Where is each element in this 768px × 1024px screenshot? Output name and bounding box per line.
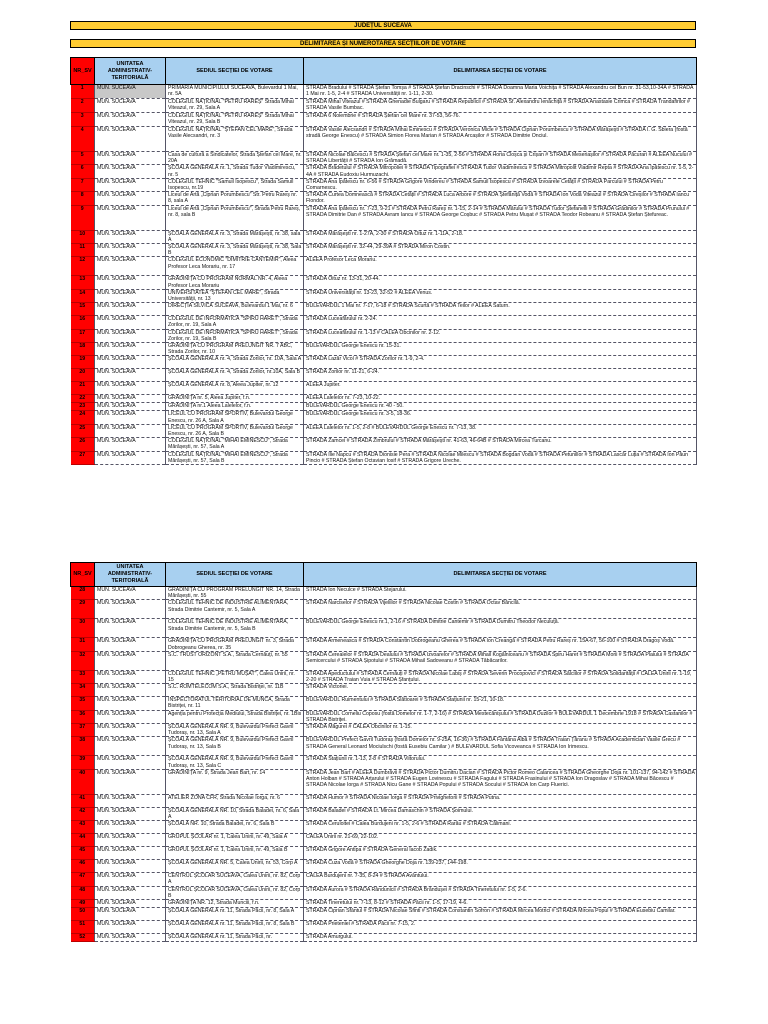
sediu-cell: COLEGIUL NAȚIONAL "ȘTEFAN CEL MARE", Strada Vasile Alecsandri, nr. 3	[166, 127, 304, 152]
section-number: 31	[71, 638, 95, 651]
delimitare-cell: STRADA Stațiunii nr. 1-13, 2-8 # STRADA Viitorului.	[304, 756, 697, 769]
delimitare-cell: ALEEA Jupiter.	[304, 382, 697, 395]
header-sediu: SEDIUL SECȚIEI DE VOTARE	[166, 563, 304, 587]
sediu-cell: CENTRUL ȘCOLAR SUCEAVA, Calea Unirii, nr. 82, Corp B	[166, 886, 304, 899]
delimitare-cell: STRADA Amurgului.	[304, 934, 697, 942]
table-row	[71, 710, 697, 723]
delimitare-cell: STRADA Universității nr. 13-23, 32-52 # ALEEA Venus.	[304, 289, 697, 302]
uat-cell: MUN. SUCEAVA	[95, 908, 166, 921]
uat-cell: MUN. SUCEAVA	[95, 244, 166, 257]
table-row	[71, 451, 697, 464]
header-delimitare: DELIMITAREA SECȚIEI DE VOTARE	[304, 58, 697, 85]
delimitare-cell: BULEVARDUL George Enescu nr. 40 - 50.	[304, 403, 697, 411]
header-delimitare: DELIMITAREA SECȚIEI DE VOTARE	[304, 563, 697, 587]
table-row	[71, 152, 697, 165]
table-row	[71, 316, 697, 329]
sediu-cell: COLEGIUL TEHNIC "Samuil Isopescu", Strada Samuil Isopescu, nr.19	[166, 178, 304, 191]
table-row	[71, 395, 697, 403]
section-number: 12	[71, 257, 95, 276]
uat-cell: MUN. SUCEAVA	[95, 303, 166, 316]
section-number: 2	[71, 99, 95, 113]
uat-cell: MUN. SUCEAVA	[95, 424, 166, 437]
uat-cell: MUN. SUCEAVA	[95, 403, 166, 411]
table-row	[71, 289, 697, 302]
section-number: 37	[71, 724, 95, 737]
delimitare-cell: STRADA Măgurei # CALEA Obcinilor nr. 1-15.	[304, 724, 697, 737]
section-number: 18	[71, 343, 95, 356]
sediu-cell: GRĂDINIȚA CU PROGRAM PRELUNGIT nr. 3, Strada Dobrogeanu Gherea, nr. 35	[166, 638, 304, 651]
sediu-cell: COLEGIUL DE INFORMATICĂ "SPIRU HARET", Strada Zorilor, nr. 19, Sala A	[166, 316, 304, 329]
section-number: 35	[71, 697, 95, 710]
sediu-cell: COLEGIUL TEHNIC DE INDUSTRIE ALIMENTARĂ, Strada Dimitrie Cantemir, nr. 5, Sala B	[166, 619, 304, 638]
sediu-cell: ȘCOALA GENERALĂ NR. 10, Strada Baladei, nr. 6, Sala A	[166, 807, 304, 820]
page-2-table-wrap	[70, 562, 696, 942]
section-number: 14	[71, 289, 95, 302]
section-number: 17	[71, 329, 95, 342]
sediu-cell: GRĂDINIȚA NR. 12, Strada Munciii, f.n.	[166, 900, 304, 908]
table-row	[71, 369, 697, 382]
section-number: 40	[71, 769, 95, 794]
table-row	[71, 684, 697, 697]
sediu-cell: ȘCOALA GENERALĂ nr. 11, Strada Păcii, nr.	[166, 934, 304, 942]
sediu-cell: GRUPUL ȘCOLAR nr. 1, Calea Unirii, nr. 49, Sala A	[166, 834, 304, 847]
sediu-cell: ȘCOALA GENERALĂ nr. 8, Aleea Jupiter, nr. 12	[166, 382, 304, 395]
sediu-cell: COLEGIUL TEHNIC „PETRU MUȘAT", Calea Unirii, nr. 15	[166, 670, 304, 683]
uat-cell: MUN. SUCEAVA	[95, 756, 166, 769]
delimitare-cell: STRADA 6 Noiembrie # STRADA Ștefan cel Mare nr. 37-53, 56-76.	[304, 113, 697, 127]
uat-cell: MUN. SUCEAVA	[95, 451, 166, 464]
table-row	[71, 382, 697, 395]
uat-cell: MUN. SUCEAVA	[95, 834, 166, 847]
uat-cell: MUN. SUCEAVA	[95, 257, 166, 276]
table-row	[71, 821, 697, 834]
sediu-cell: COLEGIUL TEHNIC DE INDUSTRIE ALIMENTARĂ, Strada Dimitrie Cantemir, nr. 5, Sala A	[166, 600, 304, 619]
delimitare-cell: STRADA Jean Bart # ALEEA Dumbrăvii # STRADA Pictor Dumitru Dacian # STRADA Pictor Romeo Calancea # STRADA Gheorghe Doja nr. 101-137, 94-142 # STRADA Anton Holban # STRADA Arțarului # STRADA Eugen Lovinescu # STRADA Fagului # STRADA Frasinului # STRADA Ion Dragoslav # STRADA Mihai Băcescu # STRADA Nicolae Iorga # STRADA Nicu Gane # STRADA Popului # STRADA Socului # STRADA Ion Carp Fluerici.	[304, 769, 697, 794]
delimitare-cell: STRADA Ilie Napcu # STRADA Dionisie Pera # STRADA Nicolae Milescu # STRADA Bogdan Vodă # STRADA Petunillor # STRADA Lascăr Luția # STRADA Ion Păun Pincio # STRADA Ștefan Octavian Iosif # STRADA Grigore Ureche.	[304, 451, 697, 464]
delimitare-cell: ALEEA Lalelelor nr. 1-5, 2-8 # BULEVARDUL George Enescu nr. 7-13, 38.	[304, 424, 697, 437]
table-row	[71, 424, 697, 437]
delimitare-cell: STRADA Armeneasca # STRADA Constantin Dobrogeanu Gherea # STRADA Ion Creangă # STRADA Petru Rareș nr. 15A-67, 56-100 # STRADA Dragoș Vodă.	[304, 638, 697, 651]
table-row	[71, 205, 697, 230]
uat-cell: MUN. SUCEAVA	[95, 99, 166, 113]
uat-cell: MUN. SUCEAVA	[95, 316, 166, 329]
table-row	[71, 600, 697, 619]
table-row	[71, 873, 697, 886]
delimitare-cell: STRADA Prieteniei # STRADA Păcii nr. 7-15, 2.	[304, 921, 697, 934]
uat-cell: MUN. SUCEAVA	[95, 289, 166, 302]
section-number: 34	[71, 684, 95, 697]
section-number: 47	[71, 873, 95, 886]
table-row	[71, 638, 697, 651]
uat-cell: MUN. SUCEAVA	[95, 343, 166, 356]
sediu-cell: ȘCOALA GENERALĂ nr. 4, Strada Zorilor, nr. 10A, Sala A	[166, 356, 304, 369]
sediu-cell: COLEGIUL ECONOMIC "DIMITRIE CANTEMIR", Aleea Profesor Leca Morariu, nr. 17	[166, 257, 304, 276]
table-row	[71, 737, 697, 756]
uat-cell: MUN. SUCEAVA	[95, 438, 166, 451]
table-row	[71, 276, 697, 289]
table-row	[71, 329, 697, 342]
uat-cell: MUN. SUCEAVA	[95, 724, 166, 737]
uat-cell: MUN. SUCEAVA	[95, 230, 166, 243]
delimitare-cell: STRADA Cerealelor # STRADA Dealului # STRADA Izvoarelor # STRADA Mihail Kogălniceanu # STRADA Spiru Haret # STRADA Morii # STRADA Plaiului # STRADA Semicercului # STRADA Șipotului # STRADA Mihail Sadoveanu # STRADA Tăbăcarilor.	[304, 651, 697, 670]
table-row	[71, 834, 697, 847]
section-number: 1	[71, 85, 95, 99]
table-row	[71, 934, 697, 942]
section-number: 6	[71, 165, 95, 178]
table-row	[71, 127, 697, 152]
table-row	[71, 411, 697, 424]
table-row	[71, 356, 697, 369]
section-number: 20	[71, 369, 95, 382]
sediu-cell: LICEUL CU PROGRAM SPORTIV, Bulevardul George Enescu, nr. 26 A, Sala B	[166, 424, 304, 437]
header-uat: UNITATEA ADMINISTRATIV-TERITORIALĂ	[95, 58, 166, 85]
table-row	[71, 886, 697, 899]
delimitare-cell: STRADA Narciselor # STRADA Vijeliilor # STRADA Nicolae Costin # STRADA Octav Băncilă.	[304, 600, 697, 619]
delimitare-cell: BULEVARDUL Ruimentului # STRADA Slătioarei # STRADA Stațiunii nr. 15-21, 10-18.	[304, 697, 697, 710]
section-number: 22	[71, 395, 95, 403]
sediu-cell: COLEGIUL NAȚIONAL "MIHAI EMINESCU", Strada Mărășești, nr. 57, Sala B	[166, 451, 304, 464]
sediu-cell: COLEGIUL DE INFORMATICĂ "SPIRU HARET", Strada Zorilor, nr. 19, Sala B	[166, 329, 304, 342]
uat-cell: MUN. SUCEAVA	[95, 85, 166, 99]
sediu-cell: GRĂDINIȚA CU PROGRAM NORMAL NR. 4, Aleea Profesor Leca Morariu	[166, 276, 304, 289]
sediu-cell: COLEGIUL NAȚIONAL "MIHAI EMINESCU", Strada Mărășești, nr. 57, Sala A	[166, 438, 304, 451]
delimitare-cell: STRADA Grigore Antipa # STRADA General Iacob Zadik.	[304, 847, 697, 860]
page-1-rows	[71, 85, 697, 465]
uat-cell: MUN. SUCEAVA	[95, 127, 166, 152]
uat-cell: MUN. SUCEAVA	[95, 670, 166, 683]
sediu-cell: GRĂDINIȚA nr. 9, Strada Jean Bart, nr. 14	[166, 769, 304, 794]
section-number: 32	[71, 651, 95, 670]
uat-cell: MUN. SUCEAVA	[95, 651, 166, 670]
section-number: 36	[71, 710, 95, 723]
table-row	[71, 85, 697, 99]
section-number: 44	[71, 834, 95, 847]
table-row	[71, 303, 697, 316]
uat-cell: MUN. SUCEAVA	[95, 276, 166, 289]
sediu-cell: ȘCOALA GENERALĂ nr. 11, Strada Păcii, nr. 8, Sala B	[166, 921, 304, 934]
uat-cell: MUN. SUCEAVA	[95, 684, 166, 697]
delimitare-cell: CALEA Burdujeni nr. 7-35, 8-24 # STRADA Avântului.	[304, 873, 697, 886]
county-title: JUDEȚUL SUCEAVA	[70, 21, 696, 30]
section-number: 43	[71, 821, 95, 834]
section-number: 8	[71, 192, 95, 205]
uat-cell: MUN. SUCEAVA	[95, 873, 166, 886]
uat-cell: MUN. SUCEAVA	[95, 619, 166, 638]
delimitare-cell: STRADA Ion Neculce # STRADA Stejarului.	[304, 587, 697, 600]
uat-cell: MUN. SUCEAVA	[95, 769, 166, 794]
uat-cell: MUN. SUCEAVA	[95, 165, 166, 178]
section-number: 15	[71, 303, 95, 316]
uat-cell: MUN. SUCEAVA	[95, 382, 166, 395]
header-uat: UNITATEA ADMINISTRATIV-TERITORIALĂ	[95, 563, 166, 587]
table-row	[71, 847, 697, 860]
sediu-cell: S.C. TRUST ORIZONT S.A., Strada Cernăuți, nr. 55	[166, 651, 304, 670]
delimitare-cell: STRADA Apeductului # STRADA Cernăuți # STRADA Nicolae Labiș # STRADA Severin Procopovici # STRADA Sălciilor # STRADA Solidarității # CALEA Unirii nr. 1-19, 2-20 # STRADA Traian Vuia # STRADA Șfanțului.	[304, 670, 697, 683]
section-number: 11	[71, 244, 95, 257]
delimitare-cell: ALEEA Lalelelor nr. 7-23, 10-22.	[304, 395, 697, 403]
delimitare-cell: STRADA Aurora # STRADA Rândunicii # STRADA Brândușei # STRADA Tineretului nr. 1-5, 2-6.	[304, 886, 697, 899]
delimitare-cell: STRADA Vasile Alecsandri # STRADA Mihai Eminescu # STRADA Veronica Micle # STRADA Ciprian Porumbescu # STRADA Mărășești # STRADA I. G. Sbiera (fostă stradă George Enescu) # STRADA Simion Florea Marian # STRADA Arcașilor # STRADA Dimitrie Onciul.	[304, 127, 697, 152]
delimitare-cell: STRADA Luceafărului nr. 1-13 # CALEA Obcinilor nr. 2-12.	[304, 329, 697, 342]
uat-cell: MUN. SUCEAVA	[95, 178, 166, 191]
sediu-cell: ȘCOALA GENERALĂ NR. 9, Bulevardul Prefect Gavril Tudoraș, nr. 13, Sala C	[166, 756, 304, 769]
uat-cell: MUN. SUCEAVA	[95, 152, 166, 165]
table-row	[71, 794, 697, 807]
section-number: 50	[71, 908, 95, 921]
uat-cell: MUN. SUCEAVA	[95, 356, 166, 369]
delimitare-cell: STRADA Ceruloitei # Calea Burdujeni nr. 1-5, 2-6 # STRADA Rarău # STRADA Călimani.	[304, 821, 697, 834]
section-number: 28	[71, 587, 95, 600]
sediu-cell: ATELIER ZONA CFR, Strada Nicolae Iorga, nr. 6	[166, 794, 304, 807]
uat-cell: MUN. SUCEAVA	[95, 600, 166, 619]
table-row	[71, 769, 697, 794]
table-row	[71, 724, 697, 737]
section-number: 52	[71, 934, 95, 942]
uat-cell: MUN. SUCEAVA	[95, 821, 166, 834]
table-row	[71, 178, 697, 191]
sediu-cell: Casa de cultură a Sindicatelor, Strada Ștefan cel Mare, nr. 20A	[166, 152, 304, 165]
uat-cell: MUN. SUCEAVA	[95, 638, 166, 651]
uat-cell: MUN. SUCEAVA	[95, 737, 166, 756]
section-number: 13	[71, 276, 95, 289]
section-number: 4	[71, 127, 95, 152]
sediu-cell: LICEUL CU PROGRAM SPORTIV, Bulevardul George Enescu, nr. 26 A, Sala A	[166, 411, 304, 424]
delimitare-cell: STRADA Mărășești nr. 1-27A, 2-30 # STRADA Oituz nr. 1-11A, 2-18.	[304, 230, 697, 243]
page-2-rows	[71, 587, 697, 942]
delimitare-cell: STRADA Victoriei.	[304, 684, 697, 697]
delimitare-cell: STRADA Nicolae Bălcescu # STRADA Ștefan cel Mare nr. 1-35, 2-56 # STRADA Horia Cloșca și Crișan # STRADA Meseriașilor # STRADA Păcurari # ALEEA Nucului # STRADA Libertății # STRADA Ion Grămadă.	[304, 152, 697, 165]
sediu-cell: GRUPUL ȘCOLAR nr. 1, Calea Unirii, nr. 49, Sala B	[166, 847, 304, 860]
table-row	[71, 230, 697, 243]
delimitare-cell: STRADA Ana Ipătescu nr. 7-23, 9-21 # STRADA Petru Rareș nr. 1-15, 2-14 # STRADA Mărului # STRADA Tudor Ștefanelli # STRADA Grădinilor # STRADA Prunului # STRADA Dimitrie Dan # STRADA Avram Iancu # STRADA George Coșbuc # STRADA Petru Mușat # STRADA Teodor Robeanu # STRADA Ștefan Ștefureac.	[304, 205, 697, 230]
uat-cell: MUN. SUCEAVA	[95, 113, 166, 127]
section-number: 27	[71, 451, 95, 464]
table-row	[71, 921, 697, 934]
delimitare-cell: STRADA Lazăr Vicol # STRADA Zorilor nr. 1-9, 2-4.	[304, 356, 697, 369]
section-number: 46	[71, 860, 95, 873]
table-row	[71, 165, 697, 178]
delimitare-cell: STRADA Zamcei # STRADA Zimbrului # STRADA Mărășești nr. 41-63, 46-64B # STRADA Mircea Turcanu.	[304, 438, 697, 451]
uat-cell: MUN. SUCEAVA	[95, 807, 166, 820]
delimitare-cell: ALEEA Profesor Leca Morariu.	[304, 257, 697, 276]
delimitare-cell: STRADA Luceafărului nr. 2-24.	[304, 316, 697, 329]
uat-cell: MUN. SUCEAVA	[95, 411, 166, 424]
section-number: 19	[71, 356, 95, 369]
uat-cell: MUN. SUCEAVA	[95, 847, 166, 860]
section-number: 51	[71, 921, 95, 934]
table-row	[71, 900, 697, 908]
uat-cell: MUN. SUCEAVA	[95, 900, 166, 908]
table-row	[71, 192, 697, 205]
section-number: 10	[71, 230, 95, 243]
sediu-cell: INSPECTORATUL TERITORIAL DE MUNCĂ, Strada Bistriței, nr. 11	[166, 697, 304, 710]
table-row	[71, 257, 697, 276]
uat-cell: MUN. SUCEAVA	[95, 886, 166, 899]
sediu-cell: DIRECȚIA SILVICĂ SUCEAVA, Bulevardul 1 Mai, nr. 6	[166, 303, 304, 316]
sediu-cell: ȘCOALA NR. 10, Strada Baladei, nr. 6, Sala B	[166, 821, 304, 834]
section-number: 16	[71, 316, 95, 329]
delimitare-cell: STRADA Mihai Viteazul # STRADA Ghenadie Bulgaru # STRADA Republicii # STRADA Sf. Alexandru Ienăchiță # STRADA Anastasie Crimca # STRADA Trandafirilor # STRADA Vasile Bumbac.	[304, 99, 697, 113]
section-number: 29	[71, 600, 95, 619]
delimitare-cell: STRADA Ciprian Sfântul # STRADA Nicolae Sfinti # STRADA Constantin Sofron # STRADA Mircea Motrici # STRADA Mircea Popul # STRADA Eusebiu Camilar.	[304, 908, 697, 921]
header-sediu: SEDIUL SECȚIEI DE VOTARE	[166, 58, 304, 85]
delimitare-cell: BULEVARDUL Corneliu Coposu (fostă Domelor nr. 1-7, 2-16) # STRADA Mestecănișului # STRADA Duzilor # BULEVARDUL 1 Decembrie 1918 # STRADA Castanilor # STRADA Bistriței.	[304, 710, 697, 723]
header-nr: NR_SV	[71, 58, 95, 85]
uat-cell: MUN. SUCEAVA	[95, 860, 166, 873]
section-number: 23	[71, 403, 95, 411]
sediu-cell: ȘCOALA GENERALĂ NR. 5, Calea Unirii, nr. 53, Corp A	[166, 860, 304, 873]
sediu-cell: ȘCOALA GENERALĂ NR. 9, Bulevardul Prefect Gavril Tudoraș, nr. 13, Sala B	[166, 737, 304, 756]
sediu-cell: PRIMĂRIA MUNICIPIULUI SUCEAVA, Bulevardul 1 Mai, nr. 5A	[166, 85, 304, 99]
section-number: 42	[71, 807, 95, 820]
table-row	[71, 651, 697, 670]
section-number: 3	[71, 113, 95, 127]
section-number: 41	[71, 794, 95, 807]
delimitare-cell: STRADA Bradului # STRADA Ștefan Tomșa # STRADA Ștefan Dracinschi # STRADA Doamna Maria Voichița # STRADA Alexandru cel Bun nr. 31-53,10-34A # STRADA 1 Mai nr. 1-5, 2-4 # STRADA Universității nr. 1-11, 2-30.	[304, 85, 697, 99]
section-number: 5	[71, 152, 95, 165]
uat-cell: MUN. SUCEAVA	[95, 921, 166, 934]
table-row	[71, 244, 697, 257]
delimitare-cell: BULEVARDUL George Enescu nr.1, 2-16 # STRADA Dimitrie Cantemir # STRADA Dumitru Theodor Neculuță.	[304, 619, 697, 638]
sediu-cell: GRĂDINIȚA nr. 5, Aleea Jupiter, f.n.	[166, 395, 304, 403]
delimitare-cell: STRADA Baladei # STRADA Lt. Mircea Damaschin # STRADA Șoimului.	[304, 807, 697, 820]
section-number: 21	[71, 382, 95, 395]
sediu-cell: GRĂDINIȚA nr.1 Aleea Lalelelor, f.n.	[166, 403, 304, 411]
section-number: 48	[71, 886, 95, 899]
uat-cell: MUN. SUCEAVA	[95, 934, 166, 942]
table-row	[71, 860, 697, 873]
sediu-cell: CENTRUL ȘCOLAR SUCEAVA, Calea Unirii, nr. 82, Corp A	[166, 873, 304, 886]
delimitare-cell: BULEVARDUL George Enescu nr. 15-31.	[304, 343, 697, 356]
section-number: 33	[71, 670, 95, 683]
sediu-cell: GRĂDINIȚA CU PROGRAM PRELUNGIT NR. 14, Strada Mărășești, nr. 55	[166, 587, 304, 600]
page-1-table-wrap	[70, 57, 696, 465]
sediu-cell: COLEGIUL NAȚIONAL "PETRU RAREȘ" Strada Mihai Viteazul, nr. 29, Sala B	[166, 113, 304, 127]
sediu-cell: GRĂDINIȚA CU PROGRAM PRELUNGIT NR. 7 ABC, Strada Zorilor, nr. 10	[166, 343, 304, 356]
sediu-cell: Agenția pentru Protecția Mediului, Strada Bistriței, nr. 1Bis	[166, 710, 304, 723]
sediu-cell: UNIVERSITATEA "ȘTEFAN CEL MARE", Strada Universității, nr. 13	[166, 289, 304, 302]
page-2-table	[70, 562, 697, 942]
section-number: 24	[71, 411, 95, 424]
delimitare-cell: STRADA Mărășești nr. 32-44, 29-39A # STRADA Miron Costin.	[304, 244, 697, 257]
table-row	[71, 587, 697, 600]
uat-cell: MUN. SUCEAVA	[95, 329, 166, 342]
table-row	[71, 807, 697, 820]
document-title: DELIMITAREA ȘI NUMEROTAREA SECȚIILOR DE VOTARE	[70, 39, 696, 48]
table-row	[71, 403, 697, 411]
table-row	[71, 697, 697, 710]
section-number: 25	[71, 424, 95, 437]
uat-cell: MUN. SUCEAVA	[95, 395, 166, 403]
delimitare-cell: STRADA Curtea Domnească # STRADA Cetății # STRADA Luca Arbore # STRADA Ștefăniță Vodă # STRADA Ion Vodă Viteazul # STRADA Cireșilor # STRADA Iancu Flondor.	[304, 192, 697, 205]
table-row	[71, 113, 697, 127]
section-number: 38	[71, 737, 95, 756]
delimitare-cell: CALEA Unirii nr. 21-69, 22-102.	[304, 834, 697, 847]
sediu-cell: ȘCOALA GENERALĂ nr. 1, Strada Tudor Vladimirescu, nr. 5	[166, 165, 304, 178]
table-row	[71, 99, 697, 113]
delimitare-cell: STRADA Humor # STRADA Nicolae Iorga # STRADA Privighetorii # STRADA Putna.	[304, 794, 697, 807]
sediu-cell: S.C. ROMTELECOM S.A., Strada Bistriței, nr. 11B	[166, 684, 304, 697]
uat-cell: MUN. SUCEAVA	[95, 794, 166, 807]
sediu-cell: ȘCOALA GENERALĂ NR. 9, Bulevardul Prefect Gavril Tudoraș, nr. 13, Sala A	[166, 724, 304, 737]
delimitare-cell: STRADA Tineretului nr. 7-13, 8-12 # STRADA Păcii nr. 1-5, 17-19, 4-6.	[304, 900, 697, 908]
sediu-cell: ȘCOALA GENERALĂ nr. 4, Strada Zorilor, nr.10A, Sala B	[166, 369, 304, 382]
uat-cell: MUN. SUCEAVA	[95, 192, 166, 205]
uat-cell: MUN. SUCEAVA	[95, 369, 166, 382]
delimitare-cell: BULEVARDUL 1 Mai nr. 7-17, 6-18 # STRADA Scurtă # STRADA Teilor # ALEEA Saturn.	[304, 303, 697, 316]
section-number: 45	[71, 847, 95, 860]
section-number: 7	[71, 178, 95, 191]
section-number: 39	[71, 756, 95, 769]
sediu-cell: ȘCOALA GENERALĂ nr. 11, Strada Păcii, nr. 8, Sala A	[166, 908, 304, 921]
table-row	[71, 343, 697, 356]
uat-cell: MUN. SUCEAVA	[95, 587, 166, 600]
sediu-cell: ȘCOALA GENERALĂ nr. 3, Strada Mărășești, nr. 38, sala A	[166, 230, 304, 243]
uat-cell: MUN. SUCEAVA	[95, 205, 166, 230]
delimitare-cell: STRADA Oituz nr. 13-31, 20-44.	[304, 276, 697, 289]
table-row	[71, 908, 697, 921]
table-row	[71, 438, 697, 451]
sediu-cell: Liceul de Artă „Ciprian Porumbescu", Strada Petru Rareș, nr. 8, sala B	[166, 205, 304, 230]
section-number: 26	[71, 438, 95, 451]
sediu-cell: COLEGIUL NAȚIONAL "PETRU RAREȘ" Strada Mihai Viteazul, nr. 29, Sala A	[166, 99, 304, 113]
sediu-cell: Liceul de Artă „Ciprian Porumbescu" Str. Petru Rareș nr. 8, sala A	[166, 192, 304, 205]
header-nr: NR_SV	[71, 563, 95, 587]
uat-cell: MUN. SUCEAVA	[95, 697, 166, 710]
uat-cell: MUN. SUCEAVA	[95, 710, 166, 723]
table-row	[71, 670, 697, 683]
delimitare-cell: STRADA Ana Ipătescu nr. 6-56 # STRADA Grigore Vindereu # STRADA Samuil Isopescu # STRADA Izvoarele Cetății # STRADA Parcului # STRADA Petru Comarnescu.	[304, 178, 697, 191]
section-number: 30	[71, 619, 95, 638]
table-row	[71, 619, 697, 638]
section-number: 9	[71, 205, 95, 230]
section-number: 49	[71, 900, 95, 908]
delimitare-cell: BULEVARDUL Prefect Gavril Tudoraș (fostă Domelor nr. 9-25A, 16-36) # STRADA Fântâna Albă # STRADA Traian Țăranu # STRADA Academician Vasile Grecu # STRADA General Leonard Mociulschi (fostă Eusebiu Camilar ) # BULEVARDUL Sofia Vicoveanca # STRADA Ion Irimescu.	[304, 737, 697, 756]
table-row	[71, 756, 697, 769]
delimitare-cell: BULEVARDUL George Enescu nr. 3-5, 18-36.	[304, 411, 697, 424]
delimitare-cell: STRADA Brădetului # STRADA Mitropoliei # STRADA Tipografiei # STRADA Tudor Vladimirescu # STRADA Mitropolit Vladimir Repta # STRADA Ana Ipătescu nr. 1-5, 2-4A # STRADA Eudoxiu Hurmuzachi.	[304, 165, 697, 178]
sediu-cell: ȘCOALA GENERALĂ nr. 3, Strada Mărășești, nr. 38, Sala B	[166, 244, 304, 257]
delimitare-cell: STRADA Zorilor nr. 11-21, 6-24.	[304, 369, 697, 382]
delimitare-cell: STRADA Cuza Vodă # STRADA Gheorghe Doja nr. 139-237, 144-198.	[304, 860, 697, 873]
page-1-table	[70, 57, 697, 465]
